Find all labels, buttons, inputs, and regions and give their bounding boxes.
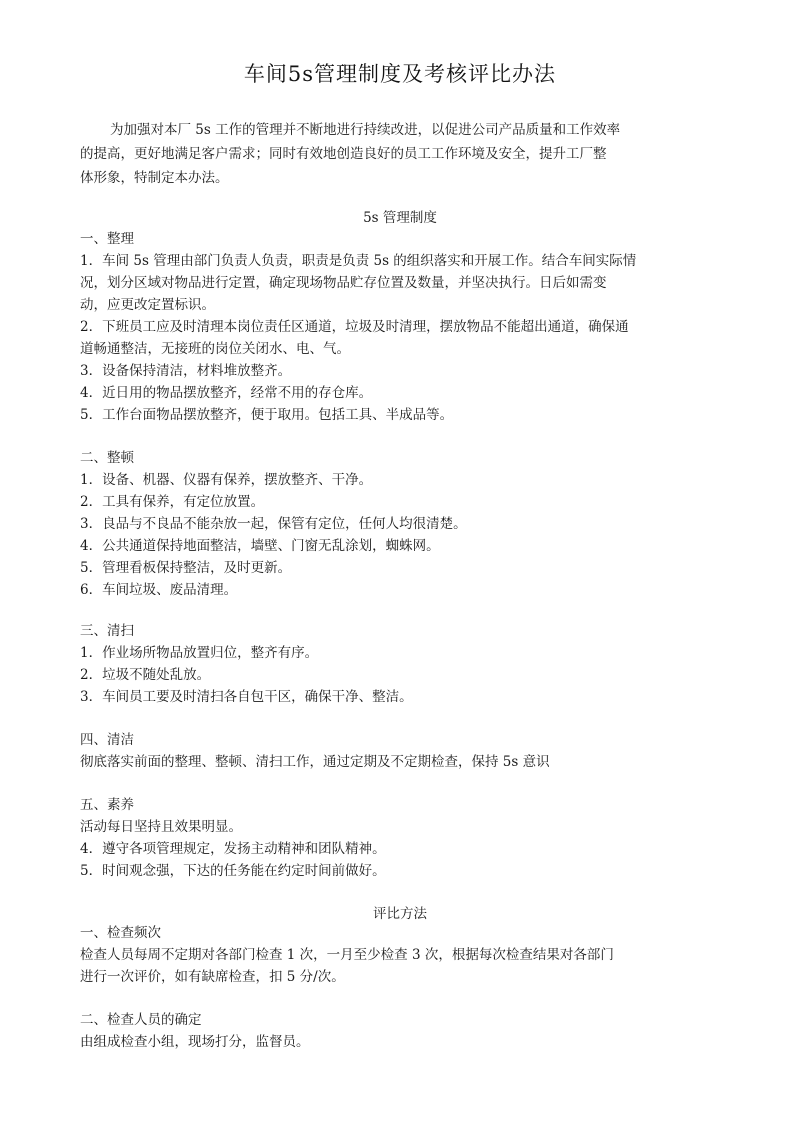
method-section-title: 评比方法: [373, 906, 427, 922]
section-clean: [80, 729, 700, 773]
section-line: 3．良品与不良品不能杂放一起，保管有定位，任何人均很清楚。: [80, 516, 467, 532]
section-line: 2．下班员工应及时清理本岗位责任区通道，垃圾及时清理，摆放物品不能超出通道，确保通: [80, 319, 629, 335]
section-rectify: [80, 447, 700, 601]
section-heading: 四、清洁: [80, 732, 134, 748]
section-line: 2．工具有保养，有定位放置。: [80, 494, 265, 510]
method-line: 由组成检查小组，现场打分，监督员。: [80, 1034, 310, 1050]
section-discipline: [80, 794, 700, 882]
section-line: 况，划分区域对物品进行定置，确定现场物品贮存位置及数量，并坚决执行。日后如需变: [80, 275, 607, 291]
intro-paragraph: [80, 118, 680, 190]
section-line: 1．作业场所物品放置归位，整齐有序。: [80, 645, 319, 661]
intro-line: 为加强对本厂 5s 工作的管理并不断地进行持续改进，以促进公司产品质量和工作效率: [110, 122, 621, 138]
section-line: 动，应更改定置标识。: [80, 297, 215, 313]
section-line: 2．垃圾不随处乱放。: [80, 667, 211, 683]
section-line: 4．遵守各项管理规定，发扬主动精神和团队精神。: [80, 841, 386, 857]
section-line: 道畅通整洁，无接班的岗位关闭水、电、气。: [80, 341, 350, 357]
method-heading: 二、检查人员的确定: [80, 1012, 202, 1028]
section-heading: 一、整理: [80, 231, 134, 247]
section-line: 6．车间垃圾、废品清理。: [80, 582, 238, 598]
section-line: 3．设备保持清洁，材料堆放整齐。: [80, 363, 292, 379]
method-line: 进行一次评价，如有缺席检查，扣 5 分/次。: [80, 969, 345, 985]
section-line: 4．近日用的物品摆放整齐，经常不用的存仓库。: [80, 385, 373, 401]
section-line: 5．管理看板保持整洁，及时更新。: [80, 560, 292, 576]
section-heading: 三、清扫: [80, 623, 134, 639]
section-heading: 二、整顿: [80, 450, 134, 466]
section-heading: 五、素养: [80, 797, 134, 813]
intro-line: 体形象，特制定本办法。: [80, 170, 229, 186]
section-line: 1．设备、机器、仪器有保养，摆放整齐、干净。: [80, 472, 373, 488]
method-frequency: [80, 922, 700, 988]
method-inspectors: [80, 1009, 700, 1053]
section-sweep: [80, 620, 700, 708]
section-line: 5．时间观念强，下达的任务能在约定时间前做好。: [80, 863, 386, 879]
method-line: 检查人员每周不定期对各部门检查 1 次，一月至少检查 3 次，根据每次检查结果对各部门: [80, 947, 614, 963]
document-title: 车间5s管理制度及考核评比办法: [243, 62, 557, 86]
system-section-title: 5s 管理制度: [363, 210, 437, 226]
section-line: 3．车间员工要及时清扫各自包干区，确保干净、整洁。: [80, 689, 413, 705]
intro-line: 的提高，更好地满足客户需求；同时有效地创造良好的员工工作环境及安全，提升工厂整: [80, 146, 607, 162]
section-line: 5．工作台面物品摆放整齐，便于取用。包括工具、半成品等。: [80, 407, 454, 423]
section-line: 活动每日坚持且效果明显。: [80, 819, 242, 835]
section-line: 1．车间 5s 管理由部门负责人负责，职责是负责 5s 的组织落实和开展工作。结合车间实际情: [80, 253, 637, 269]
section-line: 彻底落实前面的整理、整顿、清扫工作，通过定期及不定期检查，保持 5s 意识: [80, 754, 550, 770]
section-line: 4．公共通道保持地面整洁，墙壁、门窗无乱涂划，蜘蛛网。: [80, 538, 440, 554]
method-heading: 一、检查频次: [80, 925, 161, 941]
section-organize: [80, 228, 700, 426]
